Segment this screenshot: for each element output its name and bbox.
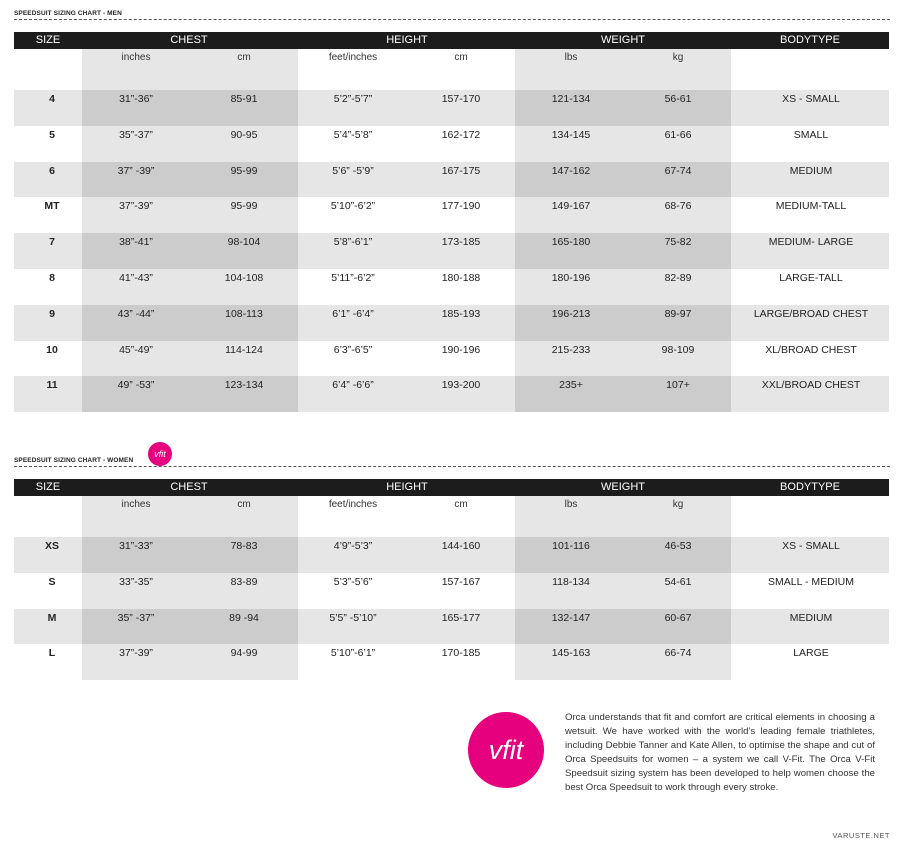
men-table-cell: 235+	[559, 379, 583, 392]
men-size-cell: 9	[49, 307, 55, 320]
women-chart-title: SPEEDSUIT SIZING CHART - WOMEN	[14, 457, 134, 464]
men-table-cell: MEDIUM-TALL	[775, 200, 847, 213]
men-subheader: cm	[237, 52, 251, 63]
men-table-cell: 196-213	[551, 307, 591, 320]
women-table-cell: 83-89	[230, 575, 258, 588]
men-subheader: lbs	[564, 52, 578, 63]
women-table-cell: 46-53	[664, 540, 692, 552]
men-table-cell: LARGE/BROAD CHEST	[753, 307, 869, 320]
men-table-cell: XS - SMALL	[782, 93, 840, 105]
men-header-height: HEIGHT	[386, 34, 428, 46]
men-size-cell: 11	[46, 379, 58, 392]
men-table-cell: 98-104	[227, 236, 261, 249]
men-size-cell: MT	[44, 200, 60, 213]
men-table-cell: 5’4”-5’8”	[333, 128, 373, 141]
men-subheader: feet/inches	[328, 52, 378, 63]
women-title-divider	[14, 466, 890, 467]
women-table-cell: 5’3”-5’6”	[333, 575, 373, 588]
men-table-cell: 167-175	[441, 164, 481, 177]
women-table-cell: 4’9”-5’3”	[333, 540, 373, 552]
women-table-cell: 35” -37”	[117, 611, 155, 624]
watermark: VARUSTE.NET	[832, 831, 890, 840]
men-size-cell: 8	[49, 272, 55, 284]
women-table-cell: 101-116	[552, 540, 590, 552]
men-table-cell: 5’11”-6’2”	[331, 272, 375, 284]
men-table-cell: 90-95	[230, 128, 258, 141]
women-header-height: HEIGHT	[386, 481, 428, 493]
men-sizing-table	[14, 32, 889, 412]
men-title-divider	[14, 19, 890, 20]
women-subheader: inches	[121, 499, 151, 510]
men-table-cell: 38”-41”	[119, 236, 153, 249]
men-header-bodytype: BODYTYPE	[780, 34, 840, 46]
women-subheader: cm	[454, 499, 468, 510]
men-subheader: kg	[672, 52, 684, 63]
men-table-cell: 149-167	[551, 200, 591, 213]
men-table-cell: 6’3”-6’5”	[333, 343, 373, 356]
women-table-cell: XS - SMALL	[782, 540, 840, 552]
vfit-description: Orca understands that fit and comfort are critical elements in choosing a wetsuit. We have worked with the world’s leading female triathletes, including Debbie Tanner and Kate Allen, to optimise the shape and cut of Orca Speedsuits for women – a system we call V-Fit. The Orca V-Fit Speedsuit sizing system has been developed to help women choose the best Orca Speedsuit to work through every stroke.	[565, 712, 875, 794]
men-table-cell: 49” -53”	[117, 379, 155, 392]
men-table-cell: LARGE-TALL	[779, 272, 843, 284]
men-table-cell: 75-82	[664, 236, 692, 249]
women-table-cell: 78-83	[230, 540, 258, 552]
women-table-cell: 31”-33”	[119, 540, 153, 552]
men-table-cell: 35”-37”	[119, 128, 153, 141]
women-header-bar	[14, 479, 889, 496]
men-header-chest: CHEST	[170, 34, 208, 46]
men-table-cell: MEDIUM- LARGE	[768, 236, 854, 249]
men-table-cell: 190-196	[441, 343, 481, 356]
women-table-cell: 54-61	[664, 575, 692, 588]
men-table-cell: 157-170	[441, 93, 481, 105]
men-table-cell: 6’1” -6’4”	[332, 307, 374, 320]
women-table-cell: 37”-39”	[119, 647, 153, 660]
men-size-cell: 10	[46, 343, 58, 356]
men-table-cell: 215-233	[551, 343, 591, 356]
women-subheader: feet/inches	[328, 499, 378, 510]
men-size-cell: 7	[49, 236, 55, 249]
women-table-cell: 144-160	[441, 540, 481, 552]
women-table-cell: 5’5” -5’10”	[329, 611, 377, 624]
men-table-cell: 147-162	[551, 164, 591, 177]
men-table-cell: 5’8”-6’1”	[333, 236, 373, 249]
women-table-cell: MEDIUM	[789, 611, 833, 624]
women-table-cell: 5’10”-6’1”	[330, 647, 376, 660]
men-table-cell: 95-99	[230, 200, 258, 213]
women-size-cell: S	[48, 575, 56, 588]
men-table-cell: 5’2”-5’7”	[333, 93, 373, 105]
men-size-cell: 4	[49, 93, 55, 105]
women-table-cell: 132-147	[551, 611, 591, 624]
men-table-cell: 180-188	[441, 272, 481, 284]
men-table-cell: 104-108	[224, 272, 264, 284]
men-subheader: inches	[121, 52, 151, 63]
women-table-cell: 60-67	[664, 611, 692, 624]
women-table-cell: 94-99	[230, 647, 258, 660]
men-table-cell: 114-124	[225, 343, 263, 356]
men-table-cell: MEDIUM	[789, 164, 833, 177]
women-table-cell: 170-185	[441, 647, 481, 660]
men-table-cell: SMALL	[793, 128, 829, 141]
men-table-cell: 123-134	[224, 379, 264, 392]
men-table-cell: 107+	[666, 379, 690, 392]
men-table-cell: 85-91	[230, 93, 258, 105]
men-table-cell: 82-89	[664, 272, 692, 284]
men-table-cell: 61-66	[664, 128, 692, 141]
women-table-cell: 145-163	[551, 647, 591, 660]
men-table-cell: 45”-49”	[119, 343, 153, 356]
men-table-cell: 193-200	[441, 379, 481, 392]
men-table-cell: 95-99	[230, 164, 258, 177]
men-table-cell: 177-190	[441, 200, 481, 213]
men-table-cell: 68-76	[664, 200, 692, 213]
women-subheader: cm	[237, 499, 251, 510]
men-table-cell: 173-185	[441, 236, 481, 249]
men-table-cell: 162-172	[441, 128, 481, 141]
men-header-weight: WEIGHT	[601, 34, 645, 46]
men-table-cell: 6’4” -6’6”	[332, 379, 374, 392]
women-table-cell: 165-177	[441, 611, 481, 624]
men-table-cell: 108-113	[225, 307, 263, 320]
men-size-cell: 5	[49, 128, 55, 141]
men-table-cell: XL/BROAD CHEST	[765, 343, 857, 356]
men-table-cell: 37” -39”	[117, 164, 155, 177]
women-table-cell: 89 -94	[229, 611, 259, 624]
men-table-cell: 185-193	[441, 307, 481, 320]
men-table-cell: 43” -44”	[117, 307, 155, 320]
men-table-cell: XXL/BROAD CHEST	[761, 379, 861, 392]
men-table-cell: 37”-39”	[119, 200, 153, 213]
men-table-cell: 98-109	[661, 343, 695, 356]
women-table-cell: SMALL - MEDIUM	[768, 575, 854, 588]
men-table-cell: 180-196	[551, 272, 591, 284]
women-table-cell: 33”-35”	[119, 575, 153, 588]
women-table-cell: 118-134	[552, 575, 590, 588]
women-subheader: lbs	[564, 499, 578, 510]
women-header-chest: CHEST	[170, 481, 208, 493]
men-table-cell: 5’10”-6’2”	[330, 200, 376, 213]
women-table-cell: LARGE	[793, 647, 829, 660]
women-table-cell: 157-167	[441, 575, 481, 588]
women-subheader: kg	[672, 499, 684, 510]
vfit-logo-icon: vfit	[468, 712, 544, 788]
men-table-cell: 67-74	[664, 164, 692, 177]
men-table-cell: 121-134	[551, 93, 591, 105]
men-table-cell: 134-145	[551, 128, 591, 141]
women-header-weight: WEIGHT	[601, 481, 645, 493]
women-header-size: SIZE	[35, 481, 61, 493]
vfit-small-logo-icon: vfit	[148, 442, 172, 466]
women-size-cell: M	[47, 611, 57, 624]
women-sizing-table	[14, 479, 889, 680]
men-subheader: cm	[454, 52, 468, 63]
men-table-cell: 41”-43”	[119, 272, 153, 284]
men-table-cell: 165-180	[551, 236, 591, 249]
men-header-size: SIZE	[35, 34, 61, 46]
men-chart-title: SPEEDSUIT SIZING CHART - MEN	[14, 10, 122, 17]
men-table-cell: 5’6” -5’9”	[332, 164, 374, 177]
women-size-cell: L	[48, 647, 56, 660]
men-size-cell: 6	[49, 164, 55, 177]
women-header-bodytype: BODYTYPE	[780, 481, 840, 493]
women-table-cell: 66-74	[664, 647, 692, 660]
women-size-cell: XS	[44, 540, 59, 552]
men-table-cell: 31”-36”	[119, 93, 153, 105]
men-table-cell: 89-97	[664, 307, 692, 320]
men-header-bar	[14, 32, 889, 49]
men-table-cell: 56-61	[664, 93, 692, 105]
